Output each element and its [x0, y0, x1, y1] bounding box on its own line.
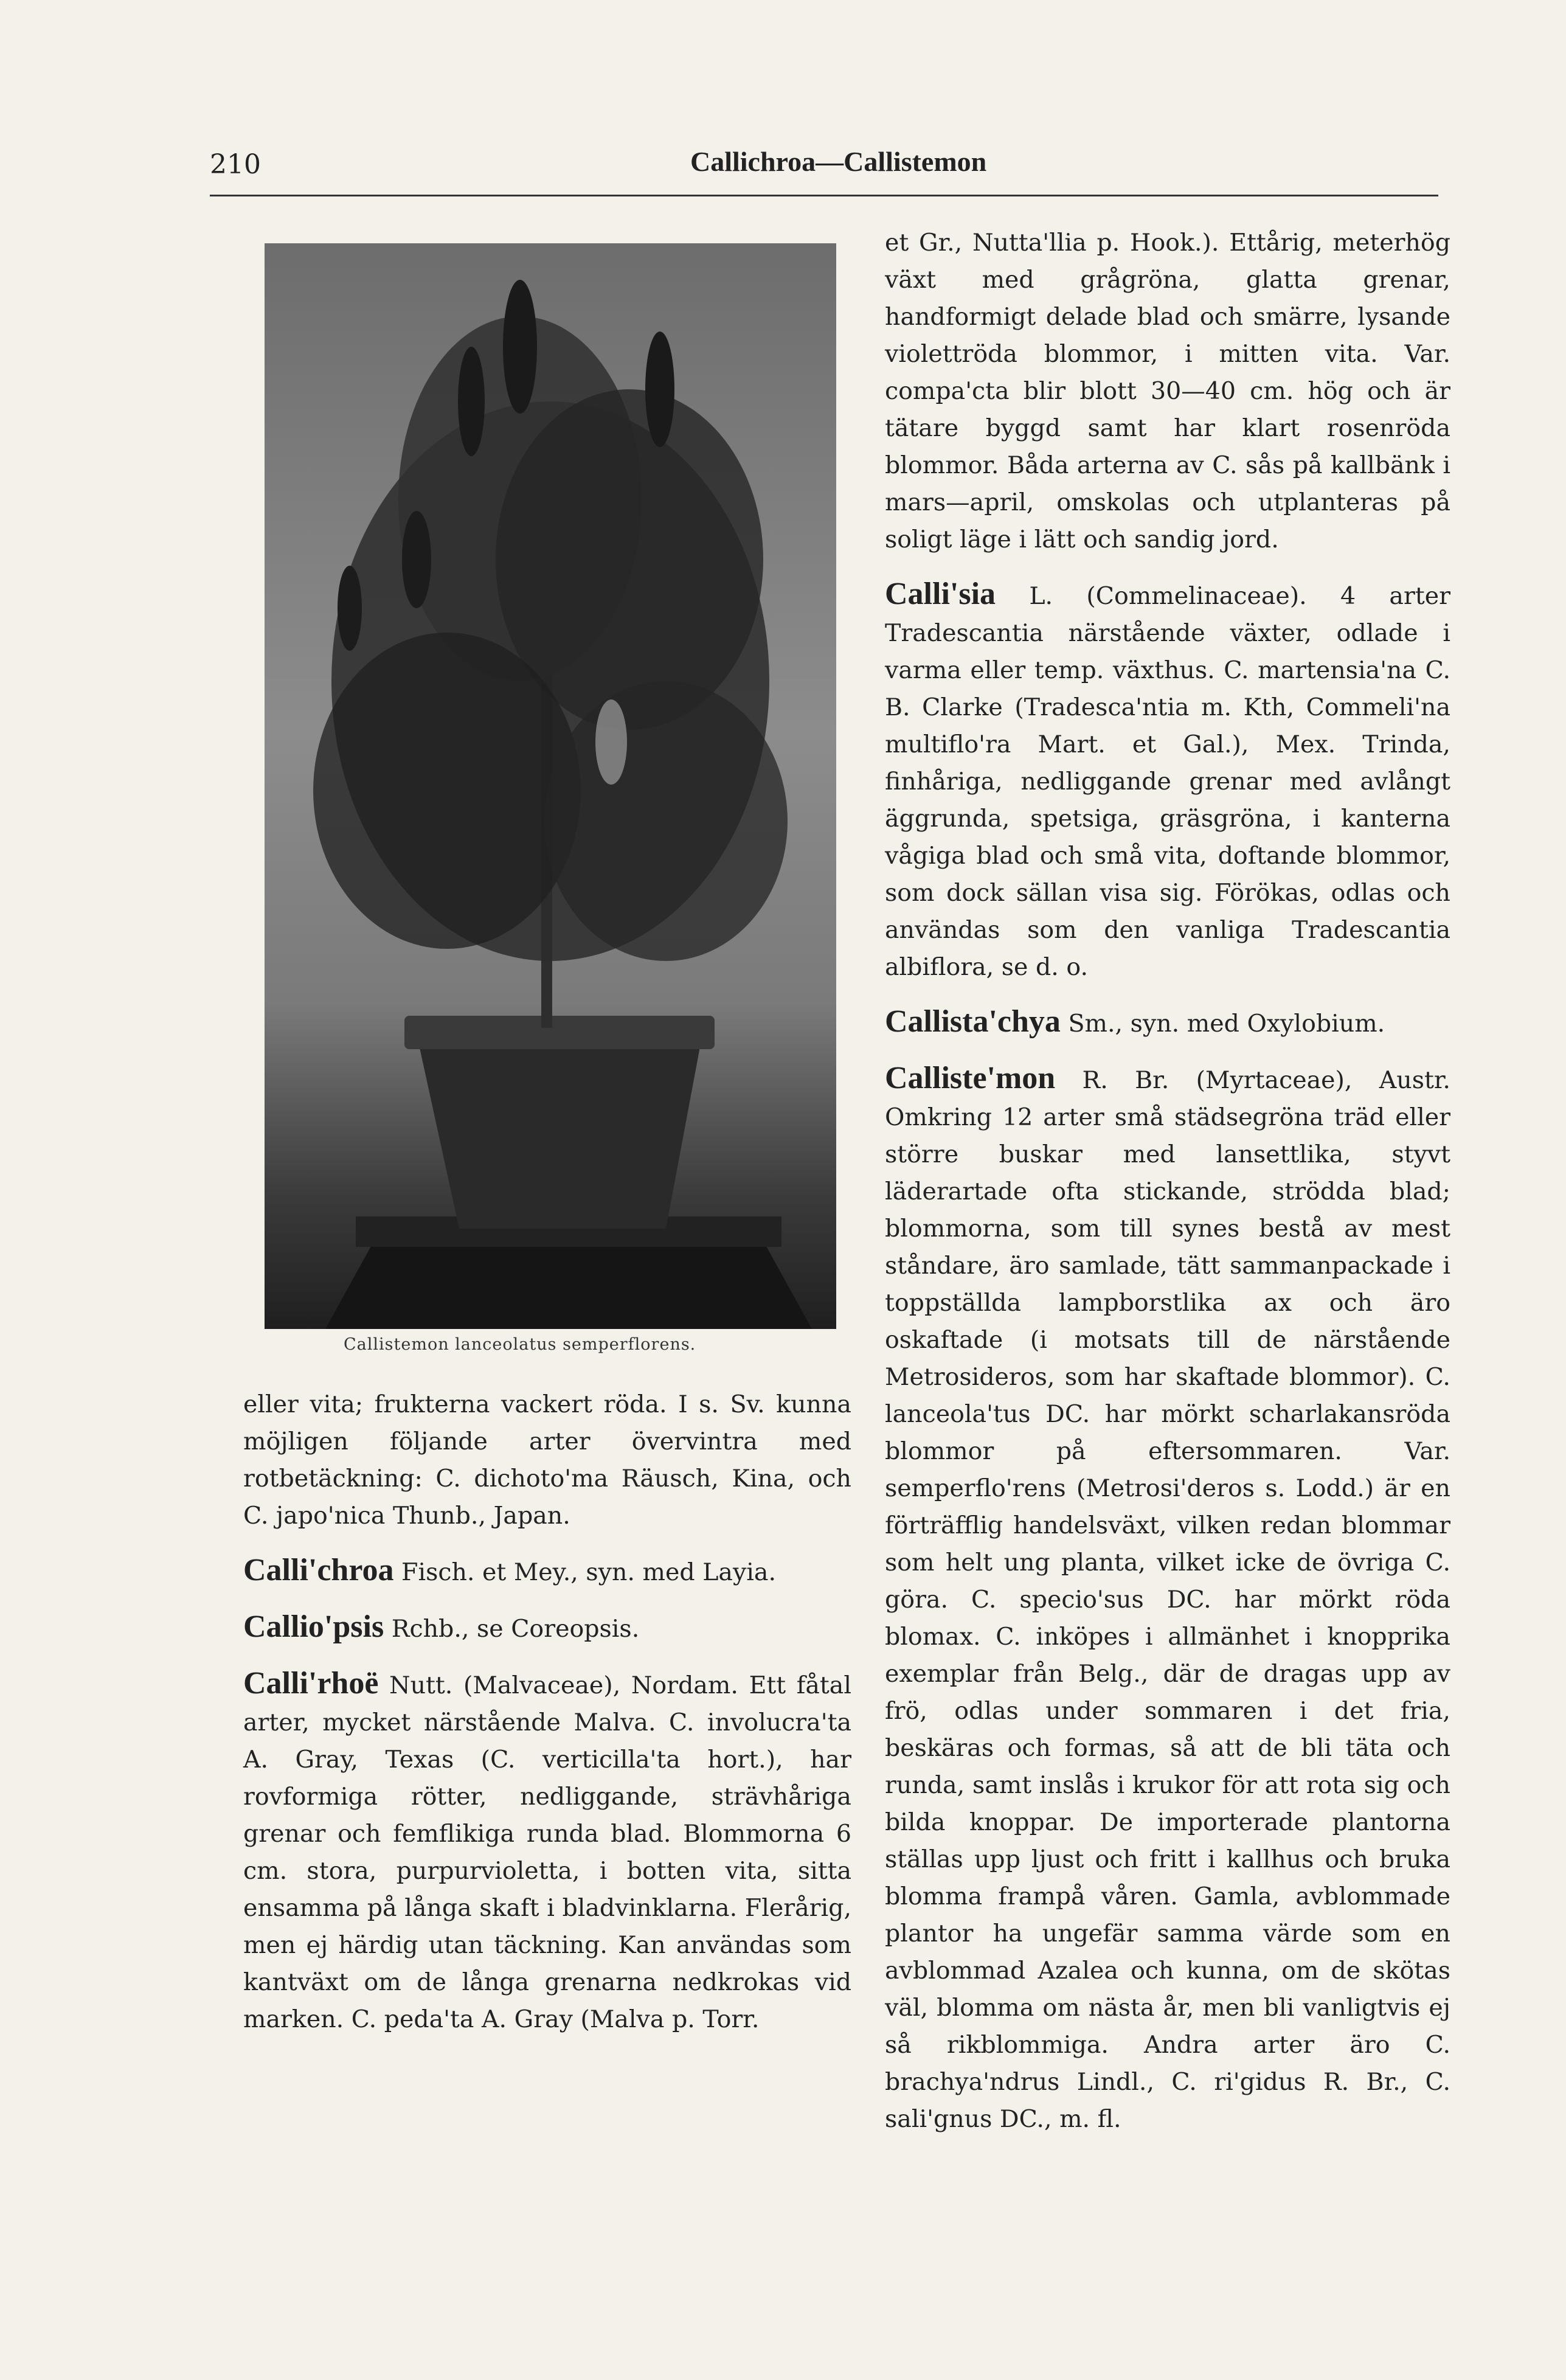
lemma-callisia: Calli'sia	[885, 577, 996, 611]
entry-callistachya: Callista'chya Sm., syn. med Oxylobium.	[885, 1004, 1385, 1039]
entry-callichroa: Calli'chroa Fisch. et Mey., syn. med Layia.	[243, 1553, 777, 1587]
entry-continuation-right: et Gr., Nutta'llia p. Hook.). Ettårig, meterhög växt med grågröna, glatta grenar, handformigt delade blad och smärre, lysande violettröda blommor, i mitten vita. Var. compa'cta blir blott 30—40 cm. hög och är tätare byggd samt har klart rosenröda blommor. Båda arterna av C. sås på kallbänk i mars—april, omskolas och utplanteras på soligt läge i lätt och sandig jord.	[885, 229, 1450, 553]
entry-callistemon: Calliste'mon R. Br. (Myrtaceae), Austr. Omkring 12 arter små städsegröna träd eller större buskar med lansettlika, styvt läderartade ofta stickande, strödda blad; blommorna, som till synes bestå av mest ståndare, äro samlade, tätt sammanpackade i toppställda lampborstlika ax och äro oskaftade (i motsats till de närstående Metrosideros, som har skaftade blommor). C. lanceola'tus DC. har mörkt scharlakansröda blommor på eftersommaren. Var. semperflo'rens (Metrosi'deros s. Lodd.) är en förträfflig handelsväxt, vilken redan blommar som helt ung planta, vilket icke de övriga C. göra. C. specio'sus DC. har mörkt röda blomax. C. inköpes i allmänhet i knopprika exemplar från Belg., där de dragas upp av frö, odlas under sommaren i det fria, beskäras och formas, så att de bli täta och runda, samt inslås i krukor för att rota sig och bilda knoppar. De importerade plantorna ställas upp ljust och fritt i kallhus och bruka blomma frampå våren. Gamla, avblommade plantor ha ungefär samma värde som en avblommad Azalea och kunna, om de skötas väl, blomma om nästa år, men bli vanligtvis ej så rikblommiga. Andra arter äro C. brachya'ndrus Lindl., C. ri'gidus R. Br., C. sali'gnus DC., m. fl.	[885, 1061, 1450, 2133]
lemma-calliopsis: Callio'psis	[243, 1609, 384, 1644]
lemma-callistachya: Callista'chya	[885, 1004, 1061, 1039]
running-head: Callichroa—Callistemon	[690, 146, 987, 177]
lemma-callistemon: Calliste'mon	[885, 1061, 1056, 1095]
lemma-callirhoe: Calli'rhoë	[243, 1666, 379, 1701]
page-header	[210, 137, 1438, 196]
entry-callirhoe: Calli'rhoë Nutt. (Malvaceae), Nordam. Ett fåtal arter, mycket närstående Malva. C. involucra'ta A. Gray, Texas (C. verticilla'ta hort.), har rovformiga rötter, nedliggande, strävhåriga grenar och femflikiga runda blad. Blommorna 6 cm. stora, purpurvioletta, i botten vita, sitta ensamma på långa skaft i bladvinklarna. Flerårig, men ej härdig utan täckning. Kan användas som kantväxt om de långa grenarna nedkrokas vid marken. C. peda'ta A. Gray (Malva p. Torr.	[243, 1666, 851, 2033]
entry-continuation-left: eller vita; frukterna vackert röda. I s. Sv. kunna möjligen följande arter övervintra med rotbetäckning: C. dichoto'ma Räusch, Kina, och C. japo'nica Thunb., Japan.	[243, 1390, 851, 1530]
entry-calliopsis: Callio'psis Rchb., se Coreopsis.	[243, 1609, 640, 1644]
lemma-callichroa: Calli'chroa	[243, 1553, 394, 1587]
plant-photo	[265, 243, 836, 1329]
page-number: 210	[210, 149, 261, 180]
right-column	[885, 222, 1450, 2155]
left-column	[243, 1384, 851, 2055]
figure-caption: Callistemon lanceolatus semperflorens.	[344, 1335, 696, 1354]
entry-callisia: Calli'sia L. (Commelinaceae). 4 arter Tradescantia närstående växter, odlade i varma eller temp. växthus. C. martensia'na C. B. Clarke (Tradesca'ntia m. Kth, Commeli'na multiflo'ra Mart. et Gal.), Mex. Trinda, finhåriga, nedliggande grenar med avlångt äggrunda, spetsiga, gräsgröna, i kanterna vågiga blad och små vita, doftande blommor, som dock sällan visa sig. Förökas, odlas och användas som den vanliga Tradescantia albiflora, se d. o.	[885, 577, 1450, 981]
potted-plant-illustration	[265, 243, 836, 1329]
